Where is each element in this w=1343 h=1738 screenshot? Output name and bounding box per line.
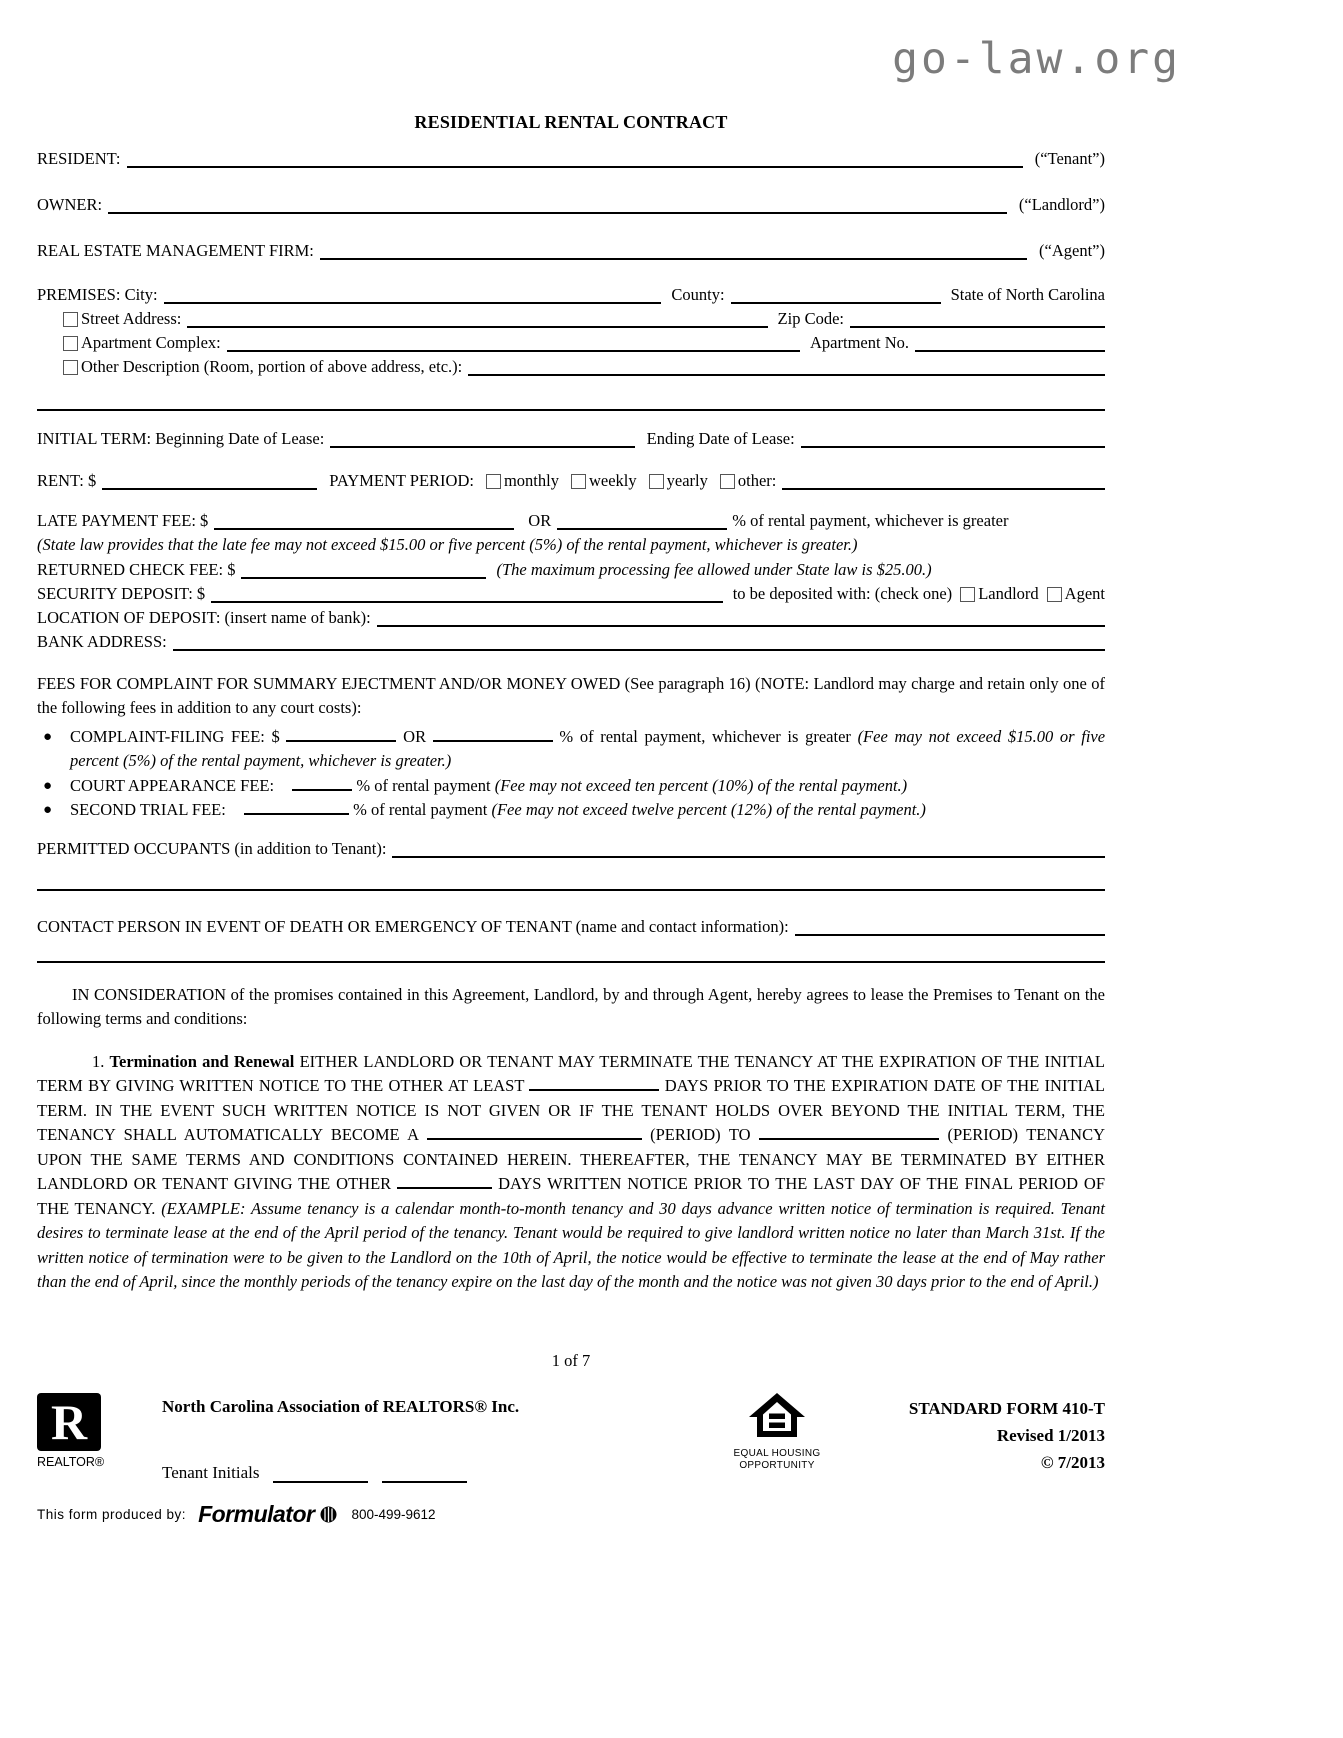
owner-label: OWNER: [37, 195, 103, 214]
footer [37, 1393, 1105, 1483]
second-trial-fee-blank[interactable] [244, 800, 349, 815]
second-trial-fee-item [37, 798, 1105, 823]
premises-city-label: PREMISES: City: [37, 285, 158, 304]
late-fee-note: (State law provides that the late fee may not exceed $15.00 or five percent (5%) of the rental payment, whichever is greater.) [37, 535, 858, 554]
consideration-paragraph: IN CONSIDERATION of the promises contained in this Agreement, Landlord, by and through Agent, hereby agrees to lease the Premises to Tenant on the following terms and conditions: [37, 984, 1105, 1028]
contact-person-input-line[interactable] [795, 934, 1105, 936]
formulator-globe-icon [320, 1506, 337, 1523]
county-label: County: [671, 285, 725, 304]
ending-date-input-line[interactable] [801, 446, 1105, 448]
second-trial-fee-note: (Fee may not exceed twelve percent (12%) of the rental payment.) [491, 800, 926, 819]
street-address-label: Street Address: [81, 309, 182, 328]
contact-person-overflow-line[interactable] [37, 961, 1105, 963]
revised-date: Revised 1/2013 [996, 1425, 1105, 1445]
complaint-filing-fee-label: COMPLAINT-FILING FEE: $ [70, 726, 280, 746]
equal-housing-label-2: OPPORTUNITY [739, 1459, 815, 1471]
complaint-filing-fee-percent-blank[interactable] [433, 727, 553, 742]
complaint-filing-fee-suffix: % of rental payment, whichever is greater [559, 726, 851, 746]
street-address-checkbox[interactable] [63, 312, 78, 327]
permitted-occupants-overflow-line[interactable] [37, 889, 1105, 891]
termination-example: (EXAMPLE: Assume tenancy is a calendar month-to-month tenancy and 30 days advance written notice of termination is required. Tenant desires to terminate lease at the end of the April period of the tenancy. Tenant would be required to give landlord written notice no later than March 31st. If the written notice of termination were to be given to the Landlord on the 10th of April, the notice would be effective to terminate the lease at the end of May rather than the end of April, since the monthly periods of the tenancy expire on the last day of the month and the notice was not given 30 days prior to the end of April.) [37, 1198, 1106, 1291]
second-trial-fee-label: SECOND TRIAL FEE: [70, 800, 226, 819]
bank-address-row [37, 630, 1105, 654]
premises-row [37, 283, 1105, 307]
permitted-occupants-row [37, 837, 1105, 861]
realtor-logo [37, 1393, 101, 1451]
resident-input-line[interactable] [127, 166, 1023, 168]
second-trial-fee-suffix: % of rental payment [353, 800, 488, 819]
other-description-checkbox[interactable] [63, 360, 78, 375]
court-appearance-fee-label: COURT APPEARANCE FEE: [70, 775, 275, 795]
apartment-complex-checkbox[interactable] [63, 336, 78, 351]
equal-housing-icon [748, 1393, 806, 1443]
termination-seg4: (PERIOD) TENANCY UPON THE SAME TERMS AND CONDITIONS CONTAINED HEREIN. THEREAFTER, THE TENANCY MAY BE TERMINATED BY EITHER LANDLORD OR TENANT GIVING THE OTHER [37, 1125, 1106, 1193]
agent-suffix: (“Agent”) [1039, 241, 1105, 260]
resident-row [37, 147, 1105, 171]
deposit-location-label: LOCATION OF DEPOSIT: (insert name of bank): [37, 607, 371, 627]
monthly-checkbox[interactable] [486, 474, 501, 489]
returned-check-label: RETURNED CHECK FEE: $ [37, 559, 236, 579]
permitted-occupants-input-line[interactable] [392, 856, 1105, 858]
state-label: State of North Carolina [950, 285, 1105, 304]
deposit-agent-label: Agent [1064, 583, 1105, 603]
tenant-initials-blank-1[interactable] [273, 1468, 368, 1483]
termination-notice-days-blank[interactable] [397, 1174, 492, 1189]
deposit-location-row [37, 606, 1105, 630]
late-fee-amount-input-line[interactable] [214, 528, 514, 530]
apartment-complex-row [37, 331, 1105, 355]
form-content [37, 0, 1105, 1528]
security-deposit-row [37, 582, 1105, 606]
court-appearance-fee-suffix: % of rental payment [356, 775, 491, 795]
realtor-label: REALTOR® [37, 1454, 105, 1469]
county-input-line[interactable] [731, 302, 941, 304]
complaint-filing-fee-note: (Fee may not exceed $15.00 or five percent (5%) of the rental payment, whichever is greater.) [70, 726, 1106, 770]
other-period-label: other: [737, 471, 777, 490]
other-description-row [37, 355, 1105, 379]
court-appearance-fee-note: (Fee may not exceed ten percent (10%) of the rental payment.) [494, 775, 908, 795]
equal-housing-block [692, 1393, 862, 1472]
other-description-input-line[interactable] [468, 374, 1105, 376]
owner-row [37, 193, 1105, 217]
weekly-label: weekly [588, 471, 637, 490]
initial-term-row [37, 427, 1105, 451]
complaint-filing-fee-amount-blank[interactable] [286, 727, 396, 742]
termination-period1-blank[interactable] [427, 1125, 642, 1140]
court-appearance-fee-item [37, 774, 1105, 799]
termination-seg1: EITHER LANDLORD OR TENANT MAY TERMINATE THE TENANCY AT THE EXPIRATION OF THE INITIAL TERM BY GIVING WRITTEN NOTICE TO THE OTHER AT LEAST [37, 1051, 1105, 1095]
apartment-complex-label: Apartment Complex: [81, 333, 221, 352]
other-description-label: Other Description (Room, portion of above address, etc.): [81, 357, 463, 376]
apartment-no-label: Apartment No. [810, 333, 909, 352]
court-appearance-fee-blank[interactable] [292, 776, 352, 791]
firm-row [37, 239, 1105, 263]
contact-person-row [37, 915, 1105, 939]
termination-seg2: DAYS PRIOR TO THE EXPIRATION DATE OF THE INITIAL TERM. IN THE EVENT SUCH WRITTEN NOTICE IS NOT GIVEN OR IF THE TENANT HOLDS OVER BEYOND THE INITIAL TERM, THE TENANCY SHALL AUTOMATICALLY BECOME A [37, 1076, 1106, 1144]
zip-code-input-line[interactable] [850, 326, 1105, 328]
complaint-filing-fee-or: OR [403, 726, 427, 746]
late-fee-or: OR [528, 511, 552, 530]
late-fee-suffix: % of rental payment, whichever is greater [732, 511, 1009, 530]
resident-label: RESIDENT: [37, 149, 121, 168]
monthly-label: monthly [503, 471, 559, 490]
complaint-fees-heading: FEES FOR COMPLAINT FOR SUMMARY EJECTMENT AND/OR MONEY OWED (See paragraph 16) (NOTE: Landlord may charge and retain only one of the following fees in addition to any court costs): [37, 673, 1105, 717]
association-block [162, 1393, 652, 1483]
owner-input-line[interactable] [108, 212, 1007, 214]
tenant-initials-row [162, 1463, 652, 1483]
realtor-r-icon: R [50, 1393, 88, 1450]
security-deposit-input-line[interactable] [211, 601, 723, 603]
termination-seg3: (PERIOD) TO [650, 1125, 751, 1144]
tenant-initials-blank-2[interactable] [382, 1468, 467, 1483]
bank-address-label: BANK ADDRESS: [37, 631, 167, 651]
beginning-date-label: INITIAL TERM: Beginning Date of Lease: [37, 429, 325, 448]
realtor-logo-block [37, 1393, 162, 1469]
standard-form-name: STANDARD FORM 410-T [908, 1398, 1105, 1418]
termination-heading: Termination and Renewal [109, 1051, 295, 1071]
street-address-row [37, 307, 1105, 331]
watermark: go-law.org [892, 34, 1181, 84]
late-fee-label: LATE PAYMENT FEE: $ [37, 511, 209, 530]
returned-check-row [37, 558, 1105, 582]
city-input-line[interactable] [164, 302, 662, 304]
apartment-complex-input-line[interactable] [227, 350, 800, 352]
second-trial-fee-content [70, 798, 1105, 823]
other-period-input-line[interactable] [782, 488, 1105, 490]
contact-person-label: CONTACT PERSON IN EVENT OF DEATH OR EMERGENCY OF TENANT (name and contact information): [37, 916, 789, 936]
bullet-icon: ● [43, 777, 53, 794]
bullet-icon: ● [43, 728, 53, 745]
association-name: North Carolina Association of REALTORS® Inc. [162, 1396, 520, 1416]
zip-code-label: Zip Code: [777, 309, 844, 328]
firm-input-line[interactable] [320, 258, 1027, 260]
court-appearance-fee-content [70, 774, 1105, 799]
tenant-initials-label: Tenant Initials [162, 1462, 260, 1482]
produced-by-label: This form produced by: [37, 1506, 187, 1522]
termination-paragraph [37, 1050, 1105, 1295]
late-fee-row [37, 509, 1105, 533]
page-number: 1 of 7 [551, 1350, 591, 1370]
late-fee-percent-input-line[interactable] [557, 528, 727, 530]
rent-label: RENT: $ [37, 471, 97, 490]
termination-seg5: DAYS WRITTEN NOTICE PRIOR TO THE LAST DAY OF THE FINAL PERIOD OF THE TENANCY. [37, 1174, 1106, 1218]
tenant-suffix: (“Tenant”) [1034, 149, 1105, 168]
payment-period-label: PAYMENT PERIOD: [329, 471, 474, 490]
firm-label: REAL ESTATE MANAGEMENT FIRM: [37, 241, 314, 260]
landlord-suffix: (“Landlord”) [1018, 195, 1105, 214]
rent-amount-input-line[interactable] [102, 488, 317, 490]
complaint-filing-fee-item [37, 725, 1105, 774]
returned-check-note: (The maximum processing fee allowed under State law is $25.00.) [496, 559, 932, 579]
copyright: © 7/2013 [1040, 1452, 1105, 1472]
apartment-no-input-line[interactable] [915, 350, 1105, 352]
other-description-overflow-line[interactable] [37, 409, 1105, 411]
form-id-block [862, 1393, 1105, 1476]
termination-number: 1. [92, 1051, 105, 1071]
page-title: RESIDENTIAL RENTAL CONTRACT [414, 112, 728, 132]
complaint-filing-fee-content [70, 725, 1105, 774]
yearly-label: yearly [666, 471, 708, 490]
equal-housing-label-1: EQUAL HOUSING [733, 1447, 821, 1459]
deposit-landlord-label: Landlord [978, 583, 1039, 603]
yearly-checkbox[interactable] [649, 474, 664, 489]
beginning-date-input-line[interactable] [330, 446, 634, 448]
ending-date-label: Ending Date of Lease: [646, 429, 795, 448]
permitted-occupants-label: PERMITTED OCCUPANTS (in addition to Tenant): [37, 838, 387, 858]
producer-phone: 800-499-9612 [351, 1506, 436, 1522]
produced-by-row [37, 1501, 1105, 1528]
formulator-logo: Formulator [198, 1500, 315, 1527]
bullet-icon: ● [43, 802, 53, 818]
rent-row [37, 469, 1105, 493]
deposit-agent-checkbox[interactable] [1047, 587, 1062, 602]
termination-days-blank[interactable] [529, 1076, 659, 1091]
security-deposit-mid: to be deposited with: (check one) [732, 583, 953, 603]
deposit-landlord-checkbox[interactable] [960, 587, 975, 602]
deposit-location-input-line[interactable] [377, 625, 1105, 627]
termination-period2-blank[interactable] [759, 1125, 939, 1140]
security-deposit-label: SECURITY DEPOSIT: $ [37, 583, 206, 603]
returned-check-input-line[interactable] [241, 577, 486, 579]
bank-address-input-line[interactable] [173, 649, 1105, 651]
street-address-input-line[interactable] [187, 326, 767, 328]
weekly-checkbox[interactable] [571, 474, 586, 489]
other-period-checkbox[interactable] [720, 474, 735, 489]
